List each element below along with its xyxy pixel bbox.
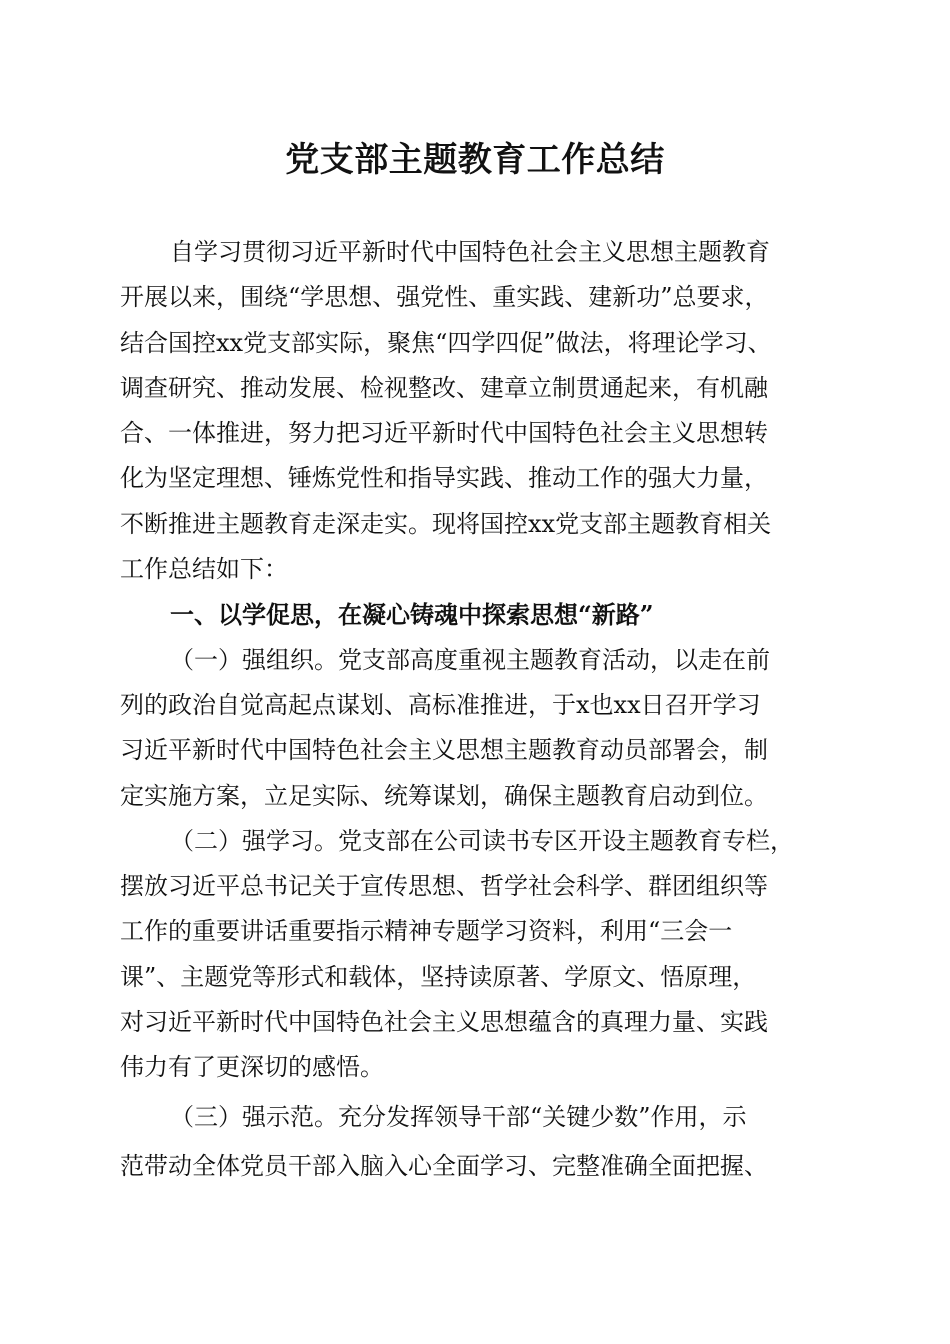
paragraph-study-line: （二）强学习。党支部在公司读书专区开设主题教育专栏， bbox=[170, 826, 794, 855]
section-heading: 一、以学促思，在凝心铸魂中探索思想“新路” bbox=[170, 600, 654, 630]
paragraph-intro-line: 调查研究、推动发展、检视整改、建章立制贯通起来，有机融 bbox=[120, 373, 768, 402]
paragraph-organization-line: 列的政治自觉高起点谋划、高标准推进，于x也xx日召开学习 bbox=[120, 690, 761, 719]
paragraph-study-line: 课”、主题党等形式和载体，坚持读原著、学原文、悟原理， bbox=[120, 962, 757, 991]
paragraph-intro-line: 自学习贯彻习近平新时代中国特色社会主义思想主题教育 bbox=[170, 238, 770, 266]
paragraph-organization-line: 习近平新时代中国特色社会主义思想主题教育动员部署会，制 bbox=[120, 736, 768, 765]
paragraph-demonstration-line: （三）强示范。充分发挥领导干部“关键少数”作用，示 bbox=[170, 1102, 747, 1131]
paragraph-intro-line: 结合国控xx党支部实际，聚焦“四学四促”做法，将理论学习、 bbox=[120, 328, 772, 357]
paragraph-demonstration-line: 范带动全体党员干部入脑入心全面学习、完整准确全面把握、 bbox=[120, 1151, 768, 1180]
paragraph-study-line: 伟力有了更深切的感悟。 bbox=[120, 1053, 384, 1082]
paragraph-study-line: 工作的重要讲话重要指示精神专题学习资料，利用“三会一 bbox=[120, 917, 733, 946]
paragraph-organization-line: 定实施方案，立足实际、统筹谋划，确保主题教育启动到位。 bbox=[120, 781, 768, 810]
document-body bbox=[120, 230, 832, 1189]
paragraph-organization-line: （一）强组织。党支部高度重视主题教育活动，以走在前 bbox=[170, 645, 770, 674]
paragraph-intro-line: 合、一体推进，努力把习近平新时代中国特色社会主义思想转 bbox=[120, 419, 768, 448]
paragraph-intro-line: 工作总结如下： bbox=[120, 555, 288, 584]
document-title: 党支部主题教育工作总结 bbox=[285, 140, 665, 180]
paragraph-intro-line: 不断推进主题教育走深走实。现将国控xx党支部主题教育相关 bbox=[120, 509, 772, 538]
paragraph-intro-line: 开展以来，围绕“学思想、强党性、重实践、建新功”总要求， bbox=[120, 283, 769, 312]
paragraph-study-line: 对习近平新时代中国特色社会主义思想蕴含的真理力量、实践 bbox=[120, 1008, 768, 1037]
paragraph-study-line: 摆放习近平总书记关于宣传思想、哲学社会科学、群团组织等 bbox=[120, 872, 768, 901]
paragraph-intro-line: 化为坚定理想、锤炼党性和指导实践、推动工作的强大力量， bbox=[120, 464, 768, 493]
